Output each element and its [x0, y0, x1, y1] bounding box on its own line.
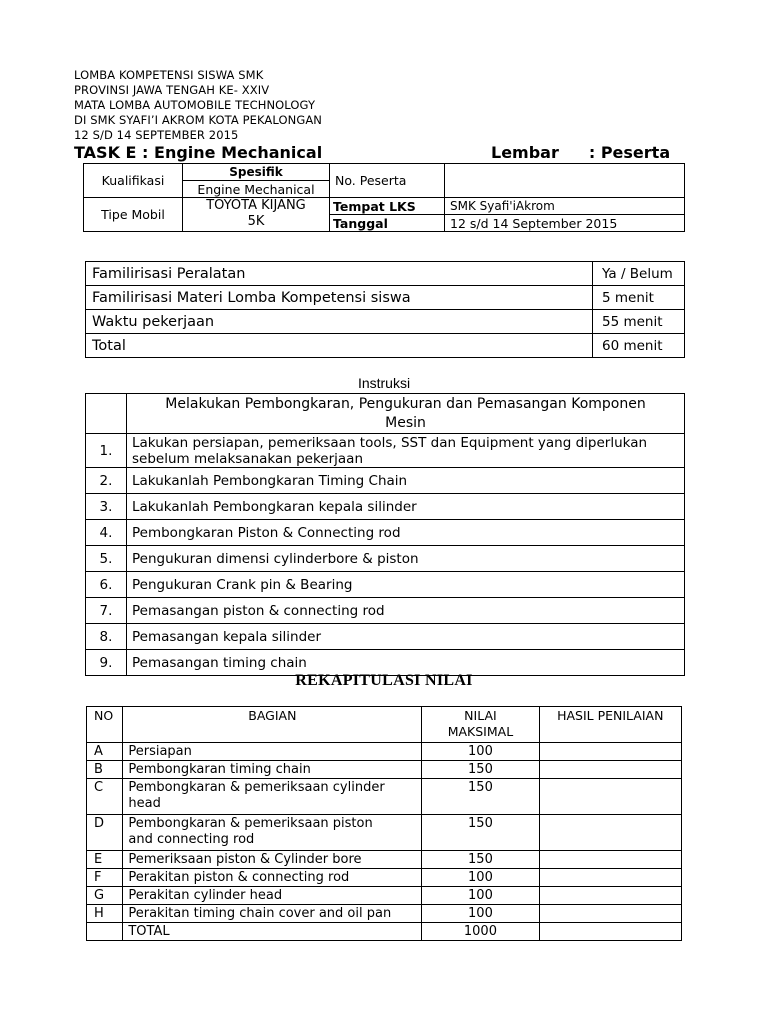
table-row [86, 394, 685, 434]
step-text: Pemasangan timing chain [127, 650, 685, 676]
table-row [86, 546, 685, 572]
instruksi-table [85, 393, 685, 676]
rekap-bagian-line: head [128, 796, 161, 811]
table-row [86, 286, 685, 310]
rekap-hasil [539, 869, 681, 887]
table-row [86, 494, 685, 520]
step-text: Lakukanlah Pembongkaran Timing Chain [127, 468, 685, 494]
table-row [87, 869, 682, 887]
table-row [87, 743, 682, 761]
step-number: 3. [86, 494, 127, 520]
lembar-label-group [491, 143, 670, 162]
tempat-value: SMK Syafi'iAkrom [445, 198, 685, 215]
table-row [86, 262, 685, 286]
step-number: 5. [86, 546, 127, 572]
step-text [127, 434, 685, 468]
table-row [86, 520, 685, 546]
document-header [74, 68, 322, 143]
table-row [87, 779, 682, 815]
kualifikasi-label: Kualifikasi [84, 164, 183, 198]
rekap-nilai: 150 [422, 815, 539, 851]
table-header-row [87, 707, 682, 743]
rekap-hasil [539, 887, 681, 905]
rekap-nilai: 100 [422, 887, 539, 905]
rekap-bagian [123, 779, 422, 815]
table-row [87, 905, 682, 923]
step-number: 6. [86, 572, 127, 598]
table-row [86, 624, 685, 650]
instruksi-heading-line: Mesin [385, 414, 426, 431]
tanggal-label: Tanggal [330, 215, 445, 232]
rekap-bagian: Perakitan piston & connecting rod [123, 869, 422, 887]
step-text: Pemasangan kepala silinder [127, 624, 685, 650]
table-row [86, 434, 685, 468]
step-number: 2. [86, 468, 127, 494]
step-text: Pengukuran Crank pin & Bearing [127, 572, 685, 598]
step-text-line: Lakukan persiapan, pemeriksaan tools, SST dan Equipment yang diperlukan [132, 435, 648, 451]
rekap-table [86, 706, 682, 941]
rekap-bagian-line: Pembongkaran & pemeriksaan piston [128, 816, 373, 831]
time-label: Total [86, 334, 593, 358]
rekap-nilai: 100 [422, 869, 539, 887]
step-text: Lakukanlah Pembongkaran kepala silinder [127, 494, 685, 520]
table-row [86, 310, 685, 334]
table-row [87, 815, 682, 851]
rekap-bagian [123, 815, 422, 851]
time-value: Ya / Belum [593, 262, 685, 286]
step-number: 4. [86, 520, 127, 546]
rekap-bagian-line: and connecting rod [128, 832, 255, 847]
tipe-mobil-line: TOYOTA KIJANG [206, 198, 306, 213]
col-nilai-header [422, 707, 539, 743]
spesifik-label: Spesifik [183, 164, 330, 181]
info-table [83, 163, 685, 232]
tipe-mobil-line: 5K [247, 214, 265, 229]
rekap-nilai: 150 [422, 761, 539, 779]
rekap-nilai: 150 [422, 851, 539, 869]
time-label: Familirisasi Peralatan [86, 262, 593, 286]
rekap-total-label: TOTAL [123, 923, 422, 941]
table-row [87, 887, 682, 905]
rekap-no: F [87, 869, 123, 887]
col-nilai-header-line: MAKSIMAL [447, 724, 514, 739]
col-no-header: NO [87, 707, 123, 743]
rekap-no: E [87, 851, 123, 869]
rekap-hasil [539, 851, 681, 869]
col-hasil-header: HASIL PENILAIAN [539, 707, 681, 743]
header-line: MATA LOMBA AUTOMOBILE TECHNOLOGY [74, 98, 316, 112]
rekap-no: A [87, 743, 123, 761]
rekap-nilai: 100 [422, 905, 539, 923]
header-line: 12 S/D 14 SEPTEMBER 2015 [74, 128, 239, 142]
table-row [86, 598, 685, 624]
col-bagian-header: BAGIAN [123, 707, 422, 743]
rekap-hasil [539, 815, 681, 851]
rekap-hasil [539, 905, 681, 923]
step-number: 8. [86, 624, 127, 650]
spesifik-value: Engine Mechanical [183, 181, 330, 198]
table-row [86, 572, 685, 598]
no-peserta-value [445, 164, 685, 198]
tipe-mobil-value [183, 198, 330, 232]
tempat-label: Tempat LKS [330, 198, 445, 215]
step-number: 7. [86, 598, 127, 624]
task-title: TASK E : Engine Mechanical [74, 143, 323, 162]
time-value: 60 menit [593, 334, 685, 358]
instruksi-heading-line: Melakukan Pembongkaran, Pengukuran dan Pemasangan Komponen [165, 395, 646, 412]
instruksi-title: Instruksi [357, 375, 411, 391]
header-line: PROVINSI JAWA TENGAH KE- XXIV [74, 83, 270, 97]
step-text: Pengukuran dimensi cylinderbore & piston [127, 546, 685, 572]
rekap-no: H [87, 905, 123, 923]
rekap-nilai: 150 [422, 779, 539, 815]
instruksi-heading [127, 394, 685, 434]
tipe-mobil-label: Tipe Mobil [84, 198, 183, 232]
step-text-line: sebelum melaksanakan pekerjaan [132, 451, 364, 467]
rekap-total-value: 1000 [422, 923, 539, 941]
rekap-bagian-line: Pembongkaran & pemeriksaan cylinder [128, 780, 385, 795]
rekap-bagian: Persiapan [123, 743, 422, 761]
table-total-row [87, 923, 682, 941]
rekap-bagian: Pemeriksaan piston & Cylinder bore [123, 851, 422, 869]
time-value: 55 menit [593, 310, 685, 334]
rekap-hasil [539, 779, 681, 815]
rekap-no: G [87, 887, 123, 905]
table-row [86, 334, 685, 358]
rekap-bagian: Perakitan cylinder head [123, 887, 422, 905]
rekap-hasil [539, 743, 681, 761]
tanggal-value: 12 s/d 14 September 2015 [445, 215, 685, 232]
header-line: DI SMK SYAFI’I AKROM KOTA PEKALONGAN [74, 113, 323, 127]
rekap-no: C [87, 779, 123, 815]
table-row [87, 851, 682, 869]
lembar-label: Lembar [491, 143, 559, 162]
time-table [85, 261, 685, 358]
header-line: LOMBA KOMPETENSI SISWA SMK [74, 68, 264, 82]
step-number: 9. [86, 650, 127, 676]
rekap-hasil [539, 761, 681, 779]
step-text: Pembongkaran Piston & Connecting rod [127, 520, 685, 546]
table-row [86, 468, 685, 494]
lembar-value: : Peserta [588, 143, 671, 162]
time-label: Familirisasi Materi Lomba Kompetensi siswa [86, 286, 593, 310]
no-peserta-label: No. Peserta [330, 164, 445, 198]
step-number: 1. [86, 434, 127, 468]
table-row [87, 761, 682, 779]
rekap-no: D [87, 815, 123, 851]
time-label: Waktu pekerjaan [86, 310, 593, 334]
rekap-nilai: 100 [422, 743, 539, 761]
step-text: Pemasangan piston & connecting rod [127, 598, 685, 624]
col-nilai-header-line: NILAI [464, 708, 497, 723]
time-value: 5 menit [593, 286, 685, 310]
rekap-title: REKAPITULASI NILAI [295, 672, 473, 689]
rekap-bagian: Pembongkaran timing chain [123, 761, 422, 779]
rekap-bagian: Perakitan timing chain cover and oil pan [123, 905, 422, 923]
rekap-no: B [87, 761, 123, 779]
